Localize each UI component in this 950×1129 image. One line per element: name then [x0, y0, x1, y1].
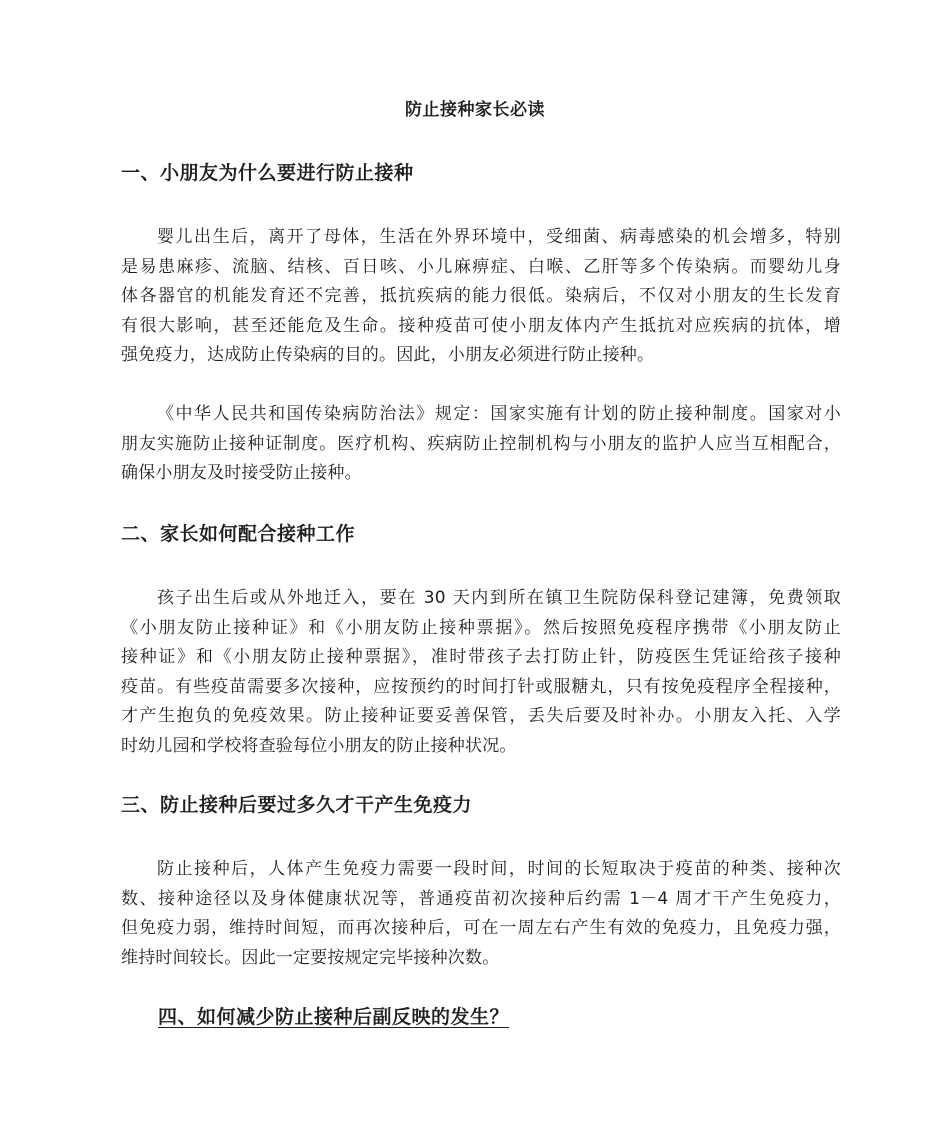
paragraph-line: 孩子出生后或从外地迁入，要在 30 天内到所在镇卫生院防保科登记建簿，免费领取 [157, 588, 841, 608]
paragraph-line: 才产生抱负的免疫效果。防止接种证要妥善保管，丢失后要及时补办。小朋友入托、入学 [121, 706, 841, 726]
paragraph-line: 婴儿出生后，离开了母体，生活在外界环境中，受细菌、病毒感染的机会增多，特别 [157, 227, 841, 247]
section-heading-3: 三、防止接种后要过多久才干产生免疫力 [121, 794, 473, 816]
paragraph-line: 维持时间较长。因此一定要按规定完毕接种次数。 [121, 947, 500, 968]
paragraph-line: 《小朋友防止接种证》和《小朋友防止接种票据》。然后按照免疫程序携带《小朋友防止 [121, 617, 841, 638]
paragraph-line: 接种证》和《小朋友防止接种票据》，准时带孩子去打防止针，防疫医生凭证给孩子接种 [121, 647, 841, 667]
paragraph-line: 数、接种途径以及身体健康状况等，普通疫苗初次接种后约需 1－4 周才干产生免疫力， [121, 888, 841, 909]
paragraph-line: 《中华人民共和国传染病防治法》规定：国家实施有计划的防止接种制度。国家对小 [157, 404, 841, 424]
paragraph-line: 时幼儿园和学校将查验每位小朋友的防止接种状况。 [121, 735, 517, 756]
paragraph-line: 确保小朋友及时接受防止接种。 [121, 463, 362, 483]
section-heading-2: 二、家长如何配合接种工作 [121, 523, 356, 545]
paragraph-line: 但免疫力弱，维持时间短，而再次接种后，可在一周左右产生有效的免疫力，且免疫力强， [121, 918, 841, 938]
paragraph-line: 是易患麻疹、流脑、结核、百日咳、小儿麻痹症、白喉、乙肝等多个传染病。而婴幼儿身 [121, 256, 841, 277]
paragraph-line: 疫苗。有些疫苗需要多次接种，应按预约的时间打针或服糖丸，只有按免疫程序全程接种， [121, 676, 841, 697]
section-heading-4: 四、如何减少防止接种后副反映的发生？ [158, 1006, 510, 1028]
paragraph-line: 防止接种后，人体产生免疫力需要一段时间，时间的长短取决于疫苗的种类、接种次 [157, 859, 841, 879]
document-title: 防止接种家长必读 [405, 100, 545, 120]
section-2-paragraph-1 [121, 584, 841, 761]
paragraph-line: 体各器官的机能发育还不完善，抵抗疾病的能力很低。染病后，不仅对小朋友的生长发育 [121, 286, 841, 306]
paragraph-line: 朋友实施防止接种证制度。医疗机构、疾病防止控制机构与小朋友的监护人应当互相配合， [121, 433, 841, 454]
section-3-paragraph-1 [121, 855, 841, 973]
paragraph-line: 有很大影响，甚至还能危及生命。接种疫苗可使小朋友体内产生抵抗对应疾病的抗体，增 [121, 315, 841, 336]
section-1-paragraph-1 [121, 223, 841, 371]
section-heading-1: 一、小朋友为什么要进行防止接种 [121, 162, 414, 184]
section-1-paragraph-2 [121, 400, 841, 489]
paragraph-line: 强免疫力，达成防止传染病的目的。因此，小朋友必须进行防止接种。 [121, 345, 655, 365]
